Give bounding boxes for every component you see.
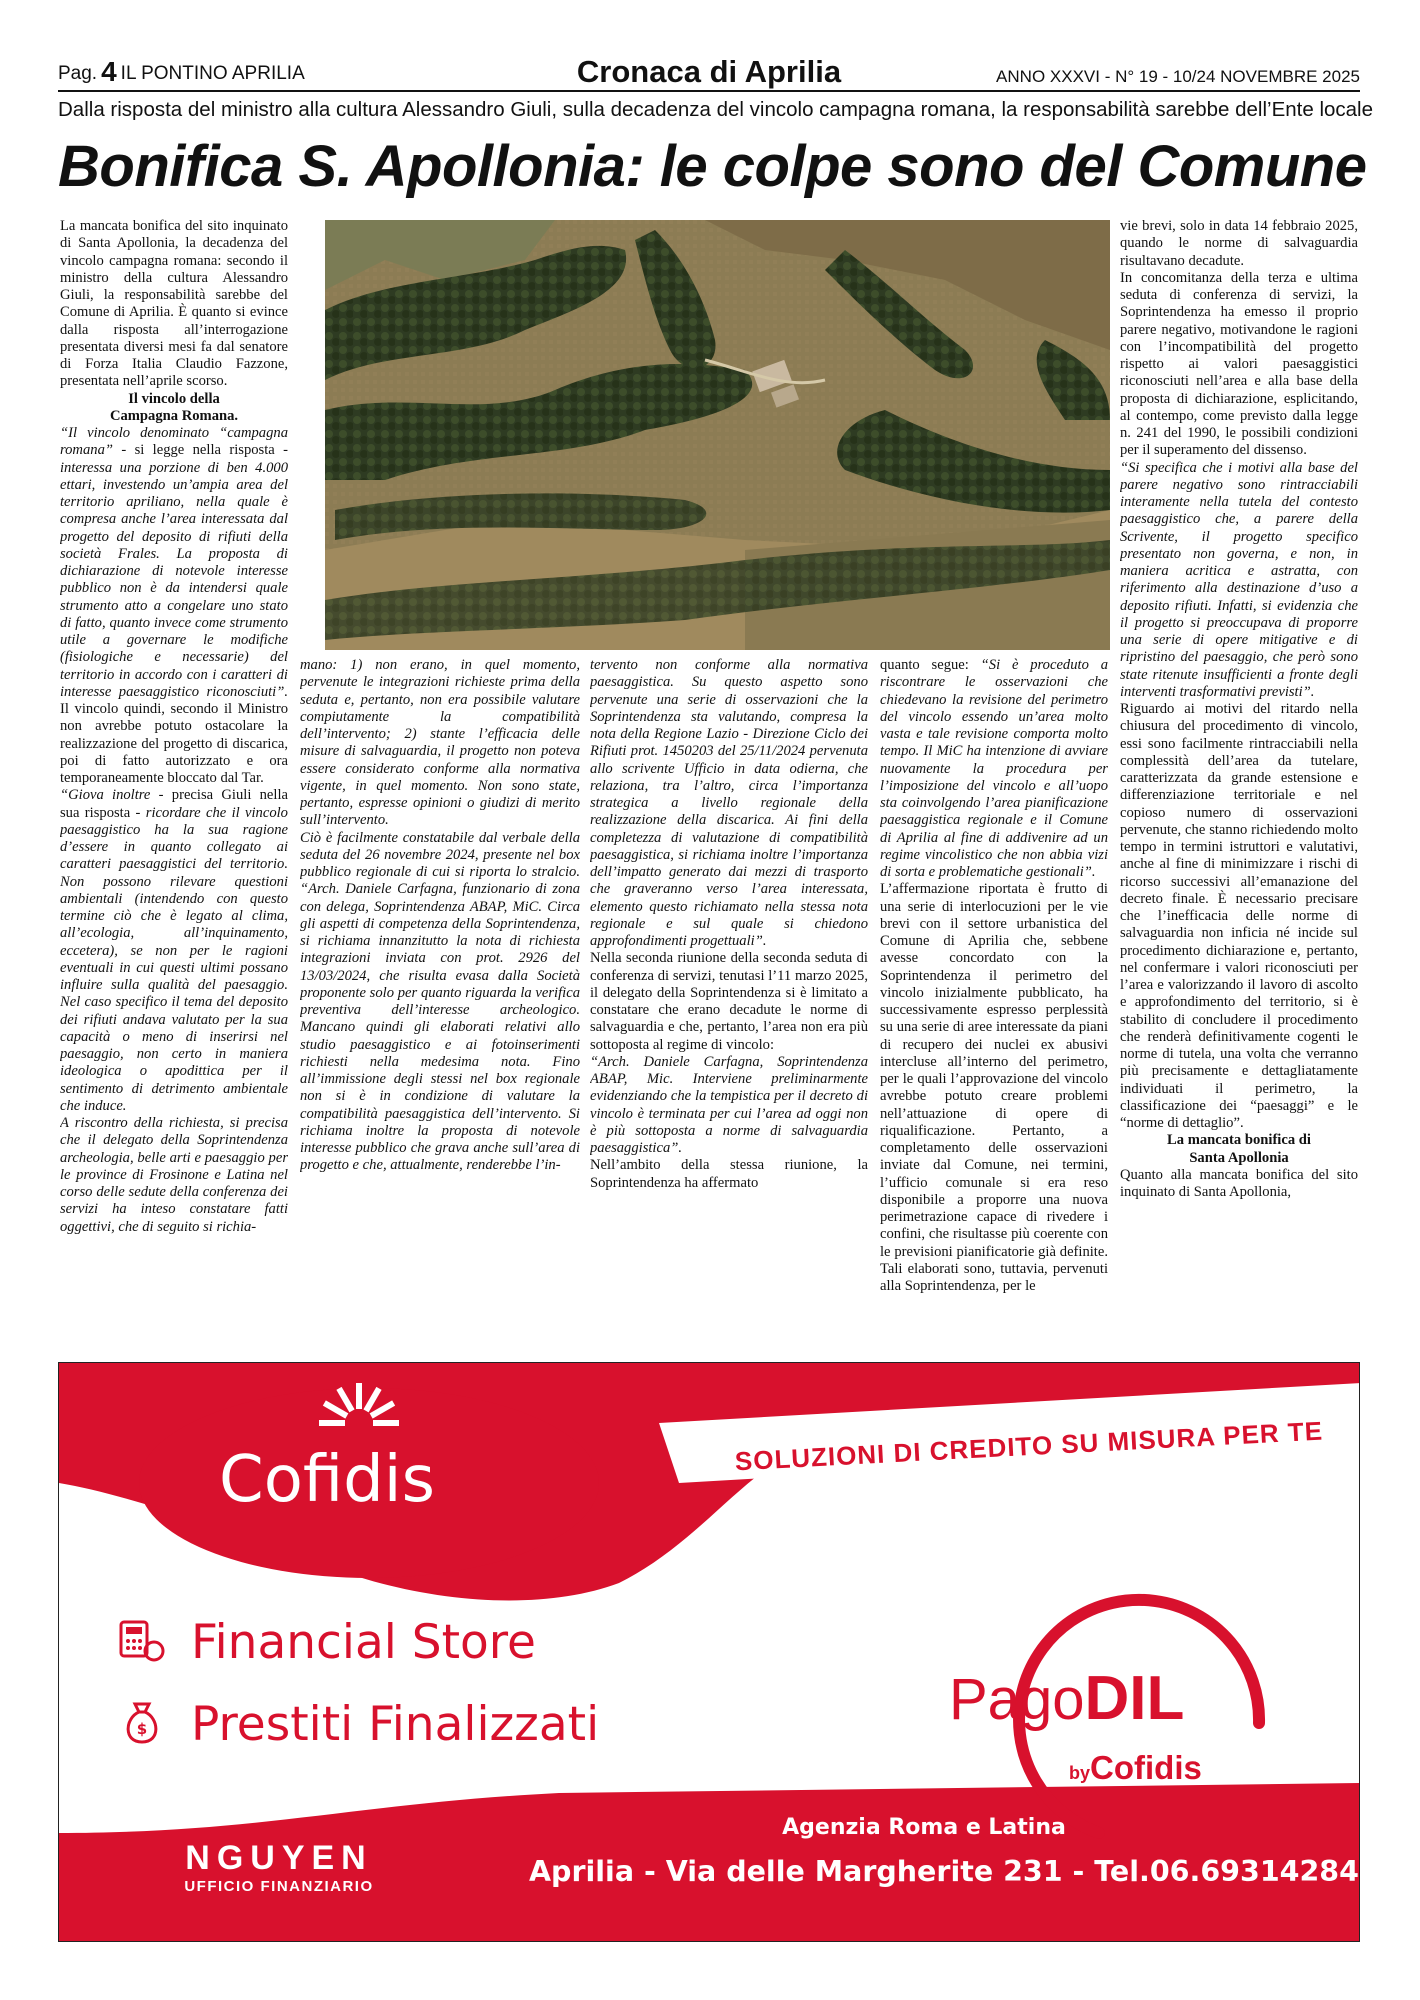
page-header [58, 54, 1360, 92]
financial-store-label: Financial Store [191, 1615, 536, 1670]
paragraph: “Si specifica che i motivi alla base del parere negativo sono rintracciabili interamente nella tutela del contesto paesaggistico che, a parere della Scrivente, il progetto specifico presentato non governa, e non, in maniera acritica e astratta, con riferimento alla destinazione d’uso a deposito rifiuti. Infatti, si evidenzia che il progetto si preoccupava di proporre una serie di opere mitigative e di ripristino del paesaggio, che però sono state ritenute insufficienti a fronte degli interventi trasformativi previsti”. [1120, 459, 1358, 700]
article-column-1 [60, 218, 288, 1358]
article-headline: Bonifica S. Apollonia: le colpe sono del Comune [58, 134, 1367, 199]
paragraph: Ciò è facilmente constatabile dal verbale della seduta del 26 novembre 2024, presente nel box pubblico regionale di cui si riporta lo stralcio. “Arch. Daniele Carfagna, funzionario di zona con delega, Soprintendenza ABAP, MiC. Circa gli aspetti di competenza della Soprintendenza, si richiama innanzitutto la nota di richiesta integrazioni inviata con prot. 2926 del 13/03/2024, che risulta evasa dalla Società proponente solo per quanto riguarda la verifica preventiva dell’interesse archeologico. Mancano quindi gli elaborati relativi allo studio paesaggistico e ai fotoinserimenti richiesti nella medesima nota. Fino all’immissione degli stessi nel box regionale non si è in condizione di valutare la compatibilità paesaggistica dell’intervento. Si richiama inoltre la proposta di notevole interesse pubblico che grava anche sull’area di progetto e che, attualmente, renderebbe l’in- [300, 829, 580, 1174]
financial-store-line [119, 1615, 536, 1670]
agency-address: Aprilia - Via delle Margherite 231 - Tel.06.69314284 [529, 1855, 1359, 1888]
article-column-2 [300, 657, 580, 1357]
paragraph: La mancata bonifica del sito inquinato di Santa Apollonia, la decadenza del vincolo campagna romana: secondo il ministro della cultura Alessandro Giuli, la responsabilità sarebbe del Comune di Aprilia. È quanto si evince dalla risposta all’interrogazione presentata diversi mesi fa dal senatore di Forza Italia Claudio Fazzone, presentata nell’aprile scorso. [60, 218, 288, 390]
page-prefix: Pag. [58, 63, 98, 84]
by-label: by [1069, 1763, 1091, 1783]
aerial-photo-drawing [325, 220, 1110, 650]
calculator-icon [119, 1618, 165, 1664]
pagodil-part1: Pago [949, 1667, 1085, 1732]
by-brand: Cofidis [1090, 1749, 1202, 1786]
cofidis-advertisement [58, 1362, 1360, 1942]
money-bag-icon [119, 1700, 165, 1746]
paragraph: vie brevi, solo in data 14 febbraio 2025, quando le norme di salvaguardia risultavano decadute. [1120, 218, 1358, 269]
quote: “Giova inoltre [60, 787, 151, 804]
paragraph [60, 425, 288, 787]
quote: “Si è proceduto a riscontrare le osservazioni che chiedevano la revisione del perimetro del vincolo essendo un’area molto vasta e tale revisione comporta molto tempo. Il MiC ha intenzione di avviare nuovamente la procedura per l’imposizione del vincolo e all’uopo sta coinvolgendo l’area pianificazione paesaggistica regionale e il Comune di Aprilia al fine di addivenire ad un regime vincolistico che non abbia vizi di sorta e problematiche gestionali”. [880, 657, 1108, 880]
publication-name: IL PONTINO APRILIA [120, 63, 305, 84]
paragraph: In concomitanza della terza e ultima seduta di conferenza di servizi, la Soprintendenza ha emesso il proprio parere negativo, motivandone le ragioni con l’incompatibilità del progetto rispetto ai valori paesaggistici riconosciuti nell’area e alla base della proposta di dichiarazione, esplicitando, al contempo, come previsto dalla legge n. 241 del 1990, le possibili condizioni per il superamento del dissenso. [1120, 269, 1358, 459]
aerial-photo [325, 220, 1110, 650]
pagodil-logo [949, 1663, 1184, 1734]
paragraph [880, 657, 1108, 881]
page-number: 4 [101, 56, 117, 87]
svg-text:$: $ [136, 1720, 148, 1738]
prestiti-line [119, 1697, 599, 1752]
paragraph: mano: 1) non erano, in quel momento, pervenute le integrazioni richieste prima della seduta e, pertanto, non era possibile valutare compiutamente la compatibilità dell’intervento; 2) stante l’efficacia delle misure di salvaguardia, il progetto non poteva essere considerato conforme alla normativa vigente, in quel momento. Non sono state, pertanto, espresse opinioni o giudizi di merito sull’intervento. [300, 657, 580, 829]
text: - si legge nella risposta - [112, 442, 288, 459]
cofidis-logo: Cofidis [219, 1443, 435, 1517]
subheading: Campagna Romana. [109, 407, 239, 424]
paragraph: Nell’ambito della stessa riunione, la Soprintendenza ha affermato [590, 1157, 868, 1191]
text: Il vincolo quindi, secondo il Ministro non avrebbe potuto ostacolare la realizzazione del progetto di discarica, poi di fatto autorizzato e ora temporaneamente bloccato dal Tar. [60, 701, 288, 786]
section-title: Cronaca di Aprilia [576, 54, 842, 89]
paragraph: Quanto alla mancata bonifica del sito inquinato di Santa Apollonia, [1120, 1166, 1358, 1200]
nguyen-subtitle: UFFICIO FINANZIARIO [184, 1878, 374, 1895]
paragraph: L’affermazione riportata è frutto di una serie di interlocuzioni per le vie brevi con il settore urbanistica del Comune di Aprilia che, sebbene avesse concordato con la Soprintendenza il perimetro del vincolo inizialmente pubblicato, ha successivamente espresso perplessità su una serie di aree interessate da piani di recupero dei nuclei ex abusivi intercluse all’interno del perimetro, per le quali l’approvazione del vincolo avrebbe potuto creare problemi nell’attuazione di opere di riqualificazione. Pertanto, a completamento delle osservazioni inviate dal Comune, nei termini, l’ufficio comunale si era reso disponibile a proporre una nuova perimetrazione capace di rivedere i confini, che risultasse più coerente con le previsioni pianificatorie già definite. Tali elaborati sono, tuttavia, pervenuti alla Soprintendenza, per le [880, 881, 1108, 1294]
ad-slogan: SOLUZIONI DI CREDITO SU MISURA PER TE [734, 1415, 1324, 1477]
nguyen-logo [149, 1839, 409, 1895]
text: - precisa Giuli nella sua risposta - [60, 787, 288, 821]
article-column-4 [880, 657, 1108, 1357]
paragraph: Riguardo ai motivi del ritardo nella chiusura del procedimento di vincolo, essi sono facilmente rintracciabili nella complessità dell’area da tutelare, caratterizzata da grande estensione e differenziazione territoriale e nel copioso numero di osservazioni pervenute, che stanno richiedendo molto tempo in termini istruttori e valutativi, anche al fine di minimizzare i rischi di ricorso successivi all’emanazione del decreto finale. È necessario precisare che l’inefficacia delle norme di salvaguardia non inficia né incide sul procedimento dichiarazione e, pertanto, nel confermare i valori riconosciuti per l’area e valorizzando il lavoro di ascolto e approfondimento del territorio, si è stabilito di concludere il procedimento che renderà definitivamente cogenti le norme di tutela, una volta che verranno più precisamente e dettagliatamente individuati il perimetro, la classificazione dei “paesaggi” e le “norme di dettaglio”. [1120, 701, 1358, 1131]
subheading: Il vincolo della [128, 390, 220, 407]
pagodil-by-cofidis [1069, 1749, 1202, 1787]
quote: “Il vincolo denominato “campagna romana” [60, 425, 288, 459]
article-subtitle: Dalla risposta del ministro alla cultura Alessandro Giuli, sulla decadenza del vincolo campagna romana, la responsabilità sarebbe dell’Ente locale [58, 98, 1374, 121]
issue-info: ANNO XXXVI - N° 19 - 10/24 NOVEMBRE 2025 [996, 67, 1360, 86]
agency-label: Agenzia Roma e Latina [782, 1815, 1066, 1840]
article-column-3 [590, 657, 868, 1357]
paragraph: “Arch. Daniele Carfagna, Soprintendenza ABAP, Mic. Interviene preliminarmente evidenziando che la tempistica per il decreto di vincolo è terminata per cui l’area ad oggi non è più sottoposta a norme di salvaguardia paesaggistica”. [590, 1053, 868, 1156]
pagodil-part2: DIL [1084, 1664, 1185, 1733]
subheading: Santa Apollonia [1189, 1149, 1289, 1166]
prestiti-label: Prestiti Finalizzati [191, 1697, 600, 1752]
article-column-5 [1120, 218, 1358, 1358]
paragraph: tervento non conforme alla normativa paesaggistica. Su questo aspetto sono pervenute una serie di osservazioni che la Soprintendenza sta valutando, compresa la nota della Regione Lazio - Direzione Ciclo dei Rifiuti prot. 1450203 del 25/11/2024 pervenuta allo scrivente Ufficio in data odierna, che relaziona, tra l’altro, circa l’importanza strategica a livello regionale della realizzazione della discarica. Ai fini della completezza di valutazione di compatibilità paesaggistica, si richiama inoltre l’importanza dell’impatto generato dai mezzi di trasporto che graveranno verso l’area interessata, elemento questo richiamato nella stessa nota regionale e sul quale si chiedono approfondimenti progettuali”. [590, 657, 868, 949]
nguyen-name: NGUYEN [185, 1839, 373, 1877]
quote: interessa una porzione di ben 4.000 ettari, investendo un’ampia area del territorio apriliano, nella quale è compresa anche l’area interessata dal progetto del deposito di rifiuti della società Frales. La proposta di dichiarazione di notevole interesse pubblico non è da intendersi quale strumento atto a congelare uno stato di fatto, quanto invece come strumento utile a governare le modifiche (fisiologiche e necessarie) del territorio in accordo con i caratteri di interesse paesaggistico riconosciuti”. [60, 459, 288, 700]
subheading: La mancata bonifica di [1167, 1132, 1311, 1149]
paragraph [60, 787, 288, 1115]
text: quanto segue: [880, 657, 981, 673]
paragraph: A riscontro della richiesta, si precisa che il delegato della Soprintendenza archeologia, belle arti e paesaggio per le province di Frosinone e Latina nel corso delle sedute della conferenza dei servizi ha inteso constatare fatti oggettivi, che di seguito si richia- [60, 1115, 288, 1235]
quote: ricordare che il vincolo paesaggistico ha la sua ragione d’essere in quanto collegato ai caratteri paesaggistici del territorio. Non possono rilevare questioni ambientali (intendendo con questo termine ciò che è legato al clima, all’ecologia, all’inquinamento, eccetera), se non per le ragioni eventuali in cui questi ultimi possano influire sulla qualità del paesaggio. Nel caso specifico il tema del deposito dei rifiuti andava valutato per la sua capacità o meno di inserirsi nel paesaggio, non certo in maniera ideologica o apodittica per il sentimento di detrimento ambientale che induce. [60, 804, 288, 1114]
paragraph: Nella seconda riunione della seconda seduta di conferenza di servizi, tenutasi l’11 marzo 2025, il delegato della Soprintendenza si è limitato a constatare che erano decadute le norme di salvaguardia e che, pertanto, l’area non era più sottoposta al regime di vincolo: [590, 950, 868, 1053]
